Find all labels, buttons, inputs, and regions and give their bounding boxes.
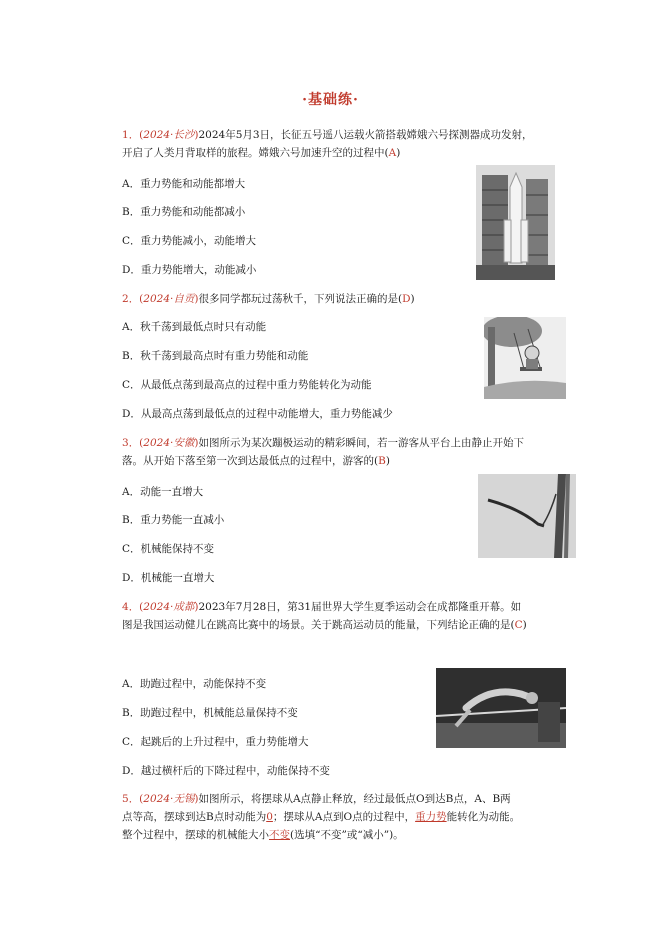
option-a: A．动能一直增大: [122, 486, 204, 498]
question-number: 4: [122, 601, 129, 613]
option-b: B．秋千荡到最高点时有重力势能和动能: [122, 350, 309, 362]
question-text: 图是我国运动健儿在跳高比赛中的场景。关于跳高运动员的能量，下列结论正确的是(: [122, 619, 515, 631]
question-text: 落。从开始下落至第一次到达最低点的过程中，游客的(: [122, 455, 379, 467]
page-title: ·基础练·: [302, 92, 359, 108]
high-jump-image: [436, 668, 566, 748]
option-c: C．机械能保持不变: [122, 543, 215, 555]
option-d: D．越过横杆后的下降过程中，动能保持不变: [122, 765, 330, 777]
option-d: D．重力势能增大，动能减小: [122, 264, 257, 276]
option-a: A．助跑过程中，动能保持不变: [122, 678, 267, 690]
question-5: [122, 790, 520, 844]
question-5-line-2: 点等高，摆球到达B点时动能为0；摆球从A点到O点的过程中，重力势能转化为动能。: [122, 811, 521, 823]
option-c: C．从最低点荡到最高点的过程中重力势能转化为动能: [122, 379, 372, 391]
question-4-line-1: 4．(2024·成都)2023年7月28日，第31届世界大学生夏季运动会在成都隆重开幕。如: [122, 601, 522, 613]
question-text: 2024年5月3日，长征五号遥八运载火箭搭载嫦娥六号探测器成功发射，: [198, 129, 533, 141]
option-a: A．重力势能和动能都增大: [122, 178, 246, 190]
question-source: 2024·安徽: [143, 437, 195, 449]
question-1-line-1: 1．(2024·长沙)2024年5月3日，长征五号遥八运载火箭搭载嫦娥六号探测器成功发射，: [122, 129, 533, 141]
question-source: 2024·长沙: [143, 129, 195, 141]
option-b: B．重力势能一直减小: [122, 514, 225, 526]
option-c: C．起跳后的上升过程中，重力势能增大: [122, 736, 309, 748]
question-source: 2024·无锡: [143, 793, 195, 805]
swing-image: [484, 317, 566, 399]
question-4: [122, 598, 527, 634]
question-source: 2024·自贡: [143, 293, 195, 305]
question-text: 如图所示，将摆球从A点静止释放，经过最低点O到达B点，A、B两: [198, 793, 511, 805]
answer-blank: 重力势: [415, 811, 447, 823]
question-1: [122, 126, 533, 162]
answer-blank: 不变: [269, 829, 290, 841]
question-1-line-2: 开启了人类月背取样的旅程。嫦娥六号加速升空的过程中(A): [122, 147, 401, 159]
option-b: B．助跑过程中，机械能总量保持不变: [122, 707, 298, 719]
question-text: 开启了人类月背取样的旅程。嫦娥六号加速升空的过程中(: [122, 147, 389, 159]
question-text: 很多同学都玩过荡秋千，下列说法正确的是(: [198, 293, 403, 305]
answer: C: [514, 619, 523, 631]
question-number: 2: [122, 293, 129, 305]
answer: D: [402, 293, 411, 305]
question-2-line-1: 2．(2024·自贡)很多同学都玩过荡秋千，下列说法正确的是(D): [122, 293, 415, 305]
option-d: D．机械能一直增大: [122, 572, 215, 584]
question-3: [122, 434, 524, 470]
question-number: 1: [122, 129, 129, 141]
answer: A: [388, 147, 397, 159]
rocket-launch-image: [476, 165, 555, 280]
bungee-jump-image: [478, 474, 576, 558]
option-c: C．重力势能减小，动能增大: [122, 235, 257, 247]
question-source: 2024·成都: [143, 601, 195, 613]
question-text: 如图所示为某次蹦极运动的精彩瞬间，若一游客从平台上由静止开始下: [198, 437, 524, 449]
option-d: D．从最高点荡到最低点的过程中动能增大，重力势能减少: [122, 408, 393, 420]
answer-blank: 0: [266, 811, 273, 823]
question-3-line-1: 3．(2024·安徽)如图所示为某次蹦极运动的精彩瞬间，若一游客从平台上由静止开始下: [122, 437, 524, 449]
question-number: 5: [122, 793, 129, 805]
option-b: B．重力势能和动能都减小: [122, 206, 246, 218]
question-4-line-2: 图是我国运动健儿在跳高比赛中的场景。关于跳高运动员的能量，下列结论正确的是(C): [122, 619, 527, 631]
question-text: 2023年7月28日，第31届世界大学生夏季运动会在成都隆重开幕。如: [198, 601, 522, 613]
question-2: [122, 290, 415, 308]
option-a: A．秋千荡到最低点时只有动能: [122, 321, 267, 333]
answer: B: [378, 455, 386, 467]
question-5-line-3: 整个过程中，摆球的机械能大小不变(选填“不变”或“减小”)。: [122, 829, 404, 841]
question-5-line-1: 5．(2024·无锡)如图所示，将摆球从A点静止释放，经过最低点O到达B点，A、B两: [122, 793, 511, 805]
question-number: 3: [122, 437, 129, 449]
question-3-line-2: 落。从开始下落至第一次到达最低点的过程中，游客的(B): [122, 455, 390, 467]
